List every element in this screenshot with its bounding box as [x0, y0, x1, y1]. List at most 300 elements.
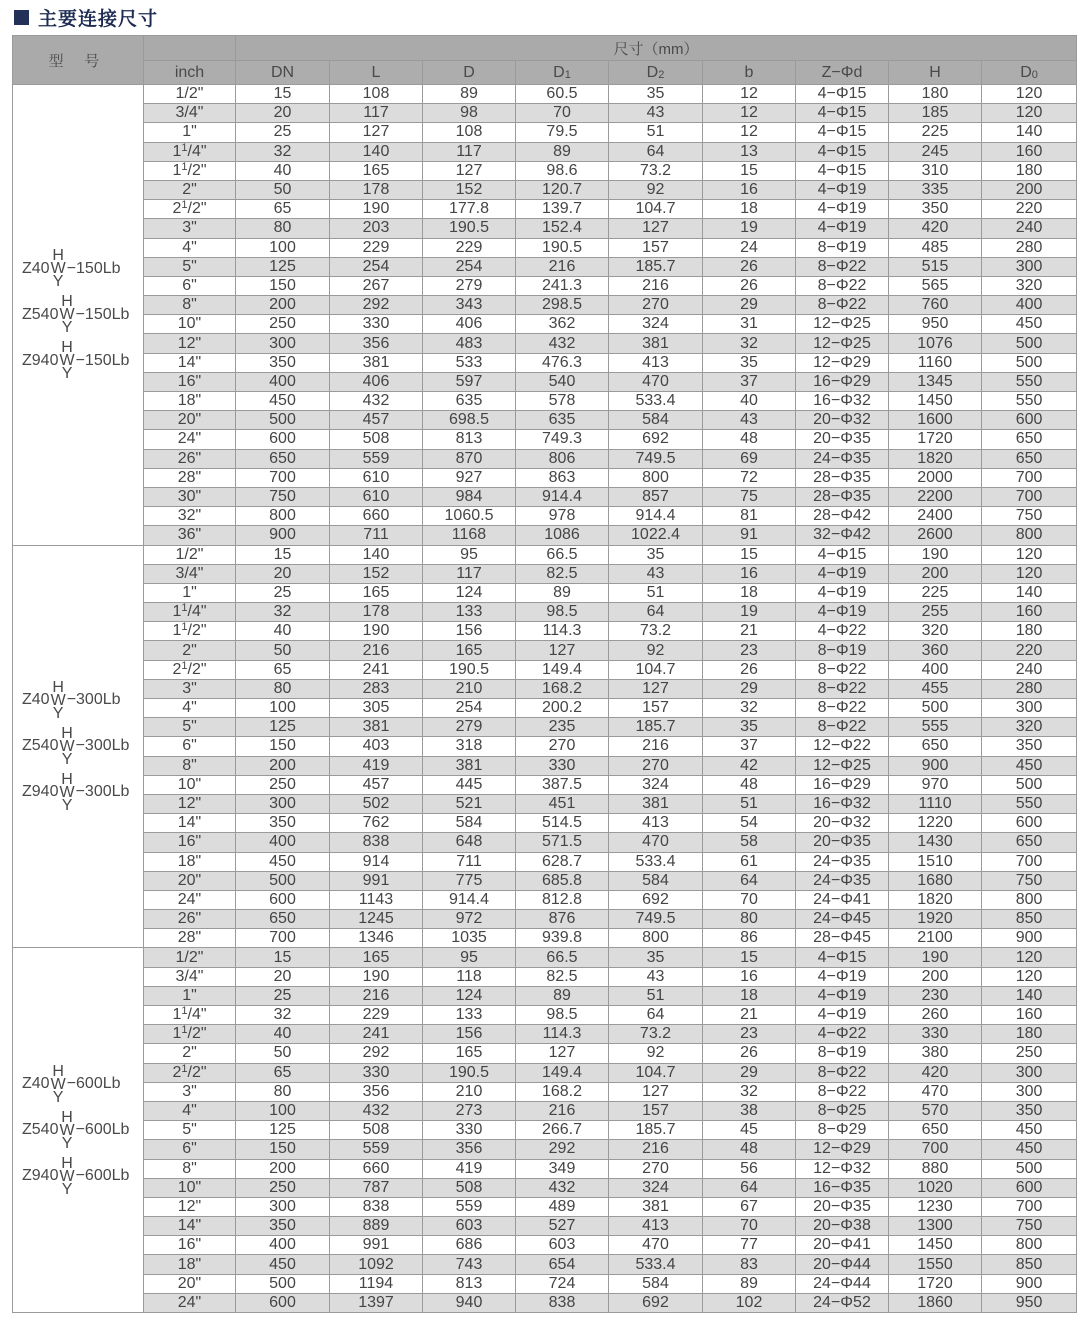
cell-b: 75: [703, 487, 796, 506]
cell-d0: 800: [982, 890, 1077, 909]
cell-l: 432: [330, 392, 423, 411]
cell-d: 597: [423, 372, 516, 391]
cell-d2: 914.4: [609, 507, 703, 526]
cell-l: 229: [330, 238, 423, 257]
cell-d1: 635: [516, 411, 609, 430]
cell-l: 267: [330, 276, 423, 295]
cell-d: 813: [423, 1274, 516, 1293]
cell-b: 89: [703, 1274, 796, 1293]
cell-l: 356: [330, 334, 423, 353]
cell-d0: 450: [982, 1121, 1077, 1140]
cell-dn: 250: [236, 315, 330, 334]
cell-l: 457: [330, 775, 423, 794]
cell-d2: 92: [609, 1044, 703, 1063]
column-header-d1: $D_1$: [516, 61, 609, 85]
cell-d2: 104.7: [609, 200, 703, 219]
cell-d1: 216: [516, 257, 609, 276]
column-header-l: L: [330, 61, 423, 85]
cell-d0: 240: [982, 660, 1077, 679]
cell-zd: 12−Φ25: [796, 756, 889, 775]
cell-d0: 600: [982, 814, 1077, 833]
model-group-cell: [13, 545, 144, 948]
cell-dn: 32: [236, 142, 330, 161]
cell-zd: 4−Φ22: [796, 622, 889, 641]
cell-d: 711: [423, 852, 516, 871]
cell-d0: 160: [982, 1006, 1077, 1025]
cell-l: 660: [330, 1159, 423, 1178]
cell-d2: 216: [609, 1140, 703, 1159]
cell-d1: 514.5: [516, 814, 609, 833]
cell-l: 508: [330, 1121, 423, 1140]
column-header-inch: inch: [144, 61, 236, 85]
cell-zd: 4−Φ19: [796, 219, 889, 238]
cell-inch: 20": [144, 1274, 236, 1293]
cell-h: 570: [889, 1101, 982, 1120]
cell-inch: 14": [144, 1217, 236, 1236]
cell-d2: 270: [609, 296, 703, 315]
cell-d: 743: [423, 1255, 516, 1274]
cell-zd: 4−Φ19: [796, 603, 889, 622]
cell-b: 21: [703, 622, 796, 641]
cell-b: 15: [703, 948, 796, 967]
cell-b: 42: [703, 756, 796, 775]
cell-l: 356: [330, 1082, 423, 1101]
cell-inch: 12": [144, 1197, 236, 1216]
model-designation: Z940 H W Y −300Lb: [22, 770, 130, 814]
cell-d2: 857: [609, 487, 703, 506]
table-row: [13, 948, 1077, 967]
cell-d1: 89: [516, 583, 609, 602]
cell-d0: 400: [982, 296, 1077, 315]
cell-inch: 4": [144, 238, 236, 257]
table-row: [13, 507, 1077, 526]
cell-h: 1450: [889, 392, 982, 411]
cell-d: 273: [423, 1101, 516, 1120]
cell-d0: 240: [982, 219, 1077, 238]
cell-l: 1245: [330, 910, 423, 929]
cell-dn: 750: [236, 487, 330, 506]
cell-d0: 600: [982, 1178, 1077, 1197]
cell-inch: 10": [144, 315, 236, 334]
table-row: [13, 1140, 1077, 1159]
cell-d: 156: [423, 1025, 516, 1044]
cell-d1: 349: [516, 1159, 609, 1178]
cell-b: 86: [703, 929, 796, 948]
cell-zd: 8−Φ22: [796, 699, 889, 718]
cell-zd: 20−Φ41: [796, 1236, 889, 1255]
cell-dn: 800: [236, 507, 330, 526]
cell-d0: 750: [982, 1217, 1077, 1236]
cell-zd: 4−Φ19: [796, 986, 889, 1005]
cell-zd: 16−Φ32: [796, 392, 889, 411]
cell-l: 838: [330, 833, 423, 852]
cell-b: 77: [703, 1236, 796, 1255]
cell-b: 12: [703, 104, 796, 123]
cell-d0: 500: [982, 1159, 1077, 1178]
cell-inch: 10": [144, 1178, 236, 1197]
cell-dn: 50: [236, 1044, 330, 1063]
cell-zd: 4−Φ19: [796, 1006, 889, 1025]
cell-dn: 700: [236, 468, 330, 487]
cell-d: 483: [423, 334, 516, 353]
cell-h: 470: [889, 1082, 982, 1101]
model-designation: Z540 H W Y −300Lb: [22, 724, 130, 768]
cell-dn: 40: [236, 161, 330, 180]
cell-dn: 80: [236, 219, 330, 238]
cell-zd: 4−Φ19: [796, 583, 889, 602]
table-row: [13, 775, 1077, 794]
cell-d1: 298.5: [516, 296, 609, 315]
cell-h: 700: [889, 1140, 982, 1159]
cell-dn: 100: [236, 699, 330, 718]
cell-l: 432: [330, 1101, 423, 1120]
cell-b: 13: [703, 142, 796, 161]
cell-h: 500: [889, 699, 982, 718]
cell-l: 178: [330, 603, 423, 622]
cell-zd: 8−Φ22: [796, 1082, 889, 1101]
cell-d2: 51: [609, 123, 703, 142]
cell-l: 165: [330, 948, 423, 967]
table-row: [13, 104, 1077, 123]
table-row: [13, 276, 1077, 295]
cell-d: 95: [423, 545, 516, 564]
table-row: [13, 315, 1077, 334]
cell-b: 37: [703, 372, 796, 391]
cell-b: 80: [703, 910, 796, 929]
cell-l: 292: [330, 296, 423, 315]
cell-l: 216: [330, 986, 423, 1005]
table-row: [13, 929, 1077, 948]
cell-l: 254: [330, 257, 423, 276]
cell-d2: 64: [609, 142, 703, 161]
cell-zd: 4−Φ15: [796, 104, 889, 123]
cell-d: 445: [423, 775, 516, 794]
cell-zd: 4−Φ19: [796, 967, 889, 986]
cell-h: 420: [889, 219, 982, 238]
table-row: [13, 833, 1077, 852]
cell-d1: 812.8: [516, 890, 609, 909]
column-header-d: D: [423, 61, 516, 85]
cell-h: 1110: [889, 794, 982, 813]
table-row: [13, 737, 1077, 756]
cell-inch: 1/2": [144, 85, 236, 104]
cell-b: 67: [703, 1197, 796, 1216]
cell-d1: 98.6: [516, 161, 609, 180]
cell-d1: 89: [516, 986, 609, 1005]
model-designation: Z940 H W Y −600Lb: [22, 1154, 130, 1198]
cell-zd: 4−Φ15: [796, 545, 889, 564]
cell-dn: 350: [236, 353, 330, 372]
cell-zd: 24−Φ35: [796, 852, 889, 871]
cell-d1: 628.7: [516, 852, 609, 871]
cell-h: 330: [889, 1025, 982, 1044]
cell-d2: 413: [609, 1217, 703, 1236]
cell-b: 18: [703, 200, 796, 219]
table-row: [13, 967, 1077, 986]
cell-inch: 1": [144, 986, 236, 1005]
cell-d1: 66.5: [516, 545, 609, 564]
cell-h: 1720: [889, 430, 982, 449]
cell-dn: 50: [236, 180, 330, 199]
table-row: [13, 353, 1077, 372]
cell-d: 318: [423, 737, 516, 756]
cell-d: 127: [423, 161, 516, 180]
cell-d0: 180: [982, 161, 1077, 180]
cell-inch: 30": [144, 487, 236, 506]
cell-inch: 18": [144, 1255, 236, 1274]
cell-zd: 4−Φ15: [796, 85, 889, 104]
cell-h: 2000: [889, 468, 982, 487]
cell-b: 15: [703, 545, 796, 564]
cell-d0: 140: [982, 123, 1077, 142]
cell-d0: 900: [982, 929, 1077, 948]
cell-d1: 362: [516, 315, 609, 334]
cell-h: 1680: [889, 871, 982, 890]
cell-d: 152: [423, 180, 516, 199]
cell-d0: 750: [982, 871, 1077, 890]
table-row: [13, 334, 1077, 353]
cell-d2: 470: [609, 372, 703, 391]
cell-h: 1450: [889, 1236, 982, 1255]
column-header-dn: DN: [236, 61, 330, 85]
cell-d1: 978: [516, 507, 609, 526]
cell-l: 241: [330, 660, 423, 679]
cell-dn: 125: [236, 1121, 330, 1140]
cell-d0: 120: [982, 85, 1077, 104]
cell-d0: 300: [982, 1063, 1077, 1082]
cell-h: 225: [889, 583, 982, 602]
cell-d: 686: [423, 1236, 516, 1255]
cell-l: 152: [330, 564, 423, 583]
cell-zd: 16−Φ29: [796, 775, 889, 794]
cell-b: 24: [703, 238, 796, 257]
cell-l: 292: [330, 1044, 423, 1063]
cell-d2: 92: [609, 641, 703, 660]
cell-dn: 20: [236, 104, 330, 123]
table-row: [13, 679, 1077, 698]
cell-b: 64: [703, 1178, 796, 1197]
table-row: [13, 622, 1077, 641]
cell-h: 1220: [889, 814, 982, 833]
table-row: [13, 794, 1077, 813]
cell-d2: 216: [609, 276, 703, 295]
model-header: 型 号: [13, 36, 144, 85]
cell-l: 203: [330, 219, 423, 238]
cell-d1: 330: [516, 756, 609, 775]
cell-inch: 4": [144, 699, 236, 718]
cell-l: 381: [330, 718, 423, 737]
cell-d1: 685.8: [516, 871, 609, 890]
cell-d: 584: [423, 814, 516, 833]
cell-d: 210: [423, 679, 516, 698]
table-row: [13, 1255, 1077, 1274]
cell-l: 216: [330, 641, 423, 660]
cell-h: 1550: [889, 1255, 982, 1274]
cell-d1: 139.7: [516, 200, 609, 219]
cell-zd: 8−Φ29: [796, 1121, 889, 1140]
cell-d2: 800: [609, 929, 703, 948]
cell-b: 32: [703, 334, 796, 353]
cell-zd: 8−Φ25: [796, 1101, 889, 1120]
cell-d: 165: [423, 1044, 516, 1063]
cell-l: 406: [330, 372, 423, 391]
cell-d1: 939.8: [516, 929, 609, 948]
table-row: [13, 699, 1077, 718]
table-row: [13, 756, 1077, 775]
cell-d0: 700: [982, 487, 1077, 506]
cell-inch: 28": [144, 929, 236, 948]
cell-h: 260: [889, 1006, 982, 1025]
cell-l: 117: [330, 104, 423, 123]
cell-b: 64: [703, 871, 796, 890]
cell-dn: 80: [236, 1082, 330, 1101]
cell-d0: 220: [982, 641, 1077, 660]
cell-dn: 25: [236, 986, 330, 1005]
cell-zd: 28−Φ45: [796, 929, 889, 948]
cell-d: 870: [423, 449, 516, 468]
cell-l: 991: [330, 871, 423, 890]
cell-zd: 28−Φ42: [796, 507, 889, 526]
cell-d2: 533.4: [609, 392, 703, 411]
cell-zd: 16−Φ35: [796, 1178, 889, 1197]
cell-inch: $2^1/2$": [144, 660, 236, 679]
cell-h: 200: [889, 564, 982, 583]
cell-zd: 28−Φ35: [796, 487, 889, 506]
cell-d0: 120: [982, 564, 1077, 583]
table-row: [13, 526, 1077, 545]
cell-dn: 650: [236, 449, 330, 468]
cell-d2: 470: [609, 1236, 703, 1255]
cell-d: 190.5: [423, 660, 516, 679]
cell-d0: 700: [982, 852, 1077, 871]
cell-b: 12: [703, 123, 796, 142]
cell-l: 1092: [330, 1255, 423, 1274]
cell-d1: 724: [516, 1274, 609, 1293]
cell-d2: 324: [609, 775, 703, 794]
cell-d0: 200: [982, 180, 1077, 199]
cell-h: 650: [889, 737, 982, 756]
cell-d2: 692: [609, 1293, 703, 1312]
cell-d1: 603: [516, 1236, 609, 1255]
cell-l: 108: [330, 85, 423, 104]
cell-h: 1345: [889, 372, 982, 391]
table-row: [13, 1217, 1077, 1236]
cell-d1: 66.5: [516, 948, 609, 967]
cell-d1: 114.3: [516, 1025, 609, 1044]
cell-h: 420: [889, 1063, 982, 1082]
cell-b: 48: [703, 430, 796, 449]
cell-h: 185: [889, 104, 982, 123]
cell-d0: 220: [982, 200, 1077, 219]
cell-d2: 324: [609, 315, 703, 334]
cell-d0: 500: [982, 775, 1077, 794]
cell-zd: 8−Φ19: [796, 641, 889, 660]
cell-d2: 749.5: [609, 910, 703, 929]
cell-zd: 20−Φ44: [796, 1255, 889, 1274]
cell-d2: 800: [609, 468, 703, 487]
cell-d: 984: [423, 487, 516, 506]
cell-inch: $1^1/4$": [144, 603, 236, 622]
table-row: [13, 1293, 1077, 1312]
cell-h: 950: [889, 315, 982, 334]
cell-h: 1920: [889, 910, 982, 929]
model-designation: Z40 H W Y −150Lb: [22, 247, 121, 291]
cell-inch: 4": [144, 1101, 236, 1120]
cell-d0: 350: [982, 1101, 1077, 1120]
cell-b: 51: [703, 794, 796, 813]
cell-b: 91: [703, 526, 796, 545]
cell-d0: 500: [982, 334, 1077, 353]
cell-h: 2400: [889, 507, 982, 526]
cell-d1: 1086: [516, 526, 609, 545]
table-row: [13, 1044, 1077, 1063]
cell-d2: 157: [609, 699, 703, 718]
cell-l: 330: [330, 1063, 423, 1082]
cell-d2: 185.7: [609, 718, 703, 737]
cell-d: 98: [423, 104, 516, 123]
cell-d: 229: [423, 238, 516, 257]
cell-b: 26: [703, 1044, 796, 1063]
table-row: [13, 545, 1077, 564]
cell-d: 177.8: [423, 200, 516, 219]
cell-h: 190: [889, 545, 982, 564]
cell-d: 190.5: [423, 219, 516, 238]
cell-dn: 600: [236, 1293, 330, 1312]
cell-zd: 8−Φ22: [796, 718, 889, 737]
cell-inch: 18": [144, 392, 236, 411]
cell-h: 1230: [889, 1197, 982, 1216]
cell-d0: 850: [982, 1255, 1077, 1274]
cell-l: 610: [330, 468, 423, 487]
cell-inch: 32": [144, 507, 236, 526]
table-row: [13, 641, 1077, 660]
cell-d0: 300: [982, 257, 1077, 276]
cell-dn: 300: [236, 794, 330, 813]
cell-h: 255: [889, 603, 982, 622]
cell-d0: 350: [982, 737, 1077, 756]
cell-zd: 4−Φ15: [796, 123, 889, 142]
cell-d: 108: [423, 123, 516, 142]
cell-inch: 6": [144, 276, 236, 295]
cell-d: 117: [423, 142, 516, 161]
cell-b: 43: [703, 411, 796, 430]
cell-d2: 413: [609, 814, 703, 833]
cell-d: 775: [423, 871, 516, 890]
model-designation: Z540 H W Y −150Lb: [22, 293, 130, 337]
cell-b: 29: [703, 679, 796, 698]
cell-d: 1060.5: [423, 507, 516, 526]
table-row: [13, 814, 1077, 833]
table-row: [13, 123, 1077, 142]
cell-d: 190.5: [423, 1063, 516, 1082]
cell-d2: 35: [609, 85, 703, 104]
cell-zd: 4−Φ22: [796, 1025, 889, 1044]
cell-d0: 550: [982, 794, 1077, 813]
cell-b: 81: [703, 507, 796, 526]
cell-b: 31: [703, 315, 796, 334]
dimension-group-header: 尺寸（mm）: [236, 36, 1077, 61]
cell-d: 533: [423, 353, 516, 372]
cell-d: 1168: [423, 526, 516, 545]
cell-d1: 127: [516, 1044, 609, 1063]
section-title: [14, 4, 158, 30]
cell-b: 83: [703, 1255, 796, 1274]
cell-zd: 8−Φ22: [796, 679, 889, 698]
cell-d: 648: [423, 833, 516, 852]
cell-h: 485: [889, 238, 982, 257]
cell-dn: 200: [236, 756, 330, 775]
cell-zd: 4−Φ15: [796, 948, 889, 967]
